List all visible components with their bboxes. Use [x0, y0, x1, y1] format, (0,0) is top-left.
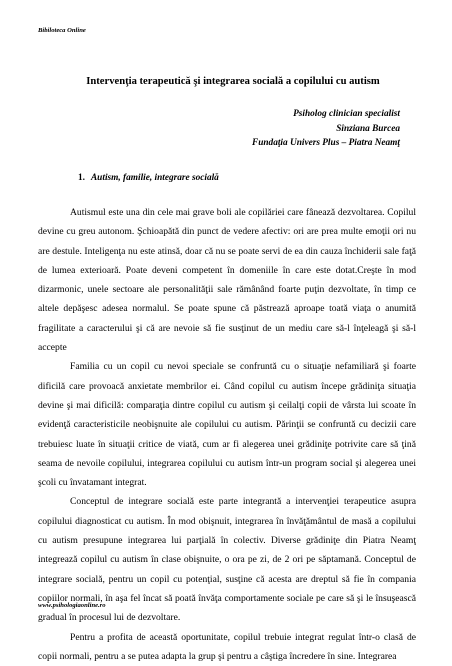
paragraph: Autismul este una din cele mai grave boli ale copilăriei care fânează dezvoltarea. Copilul devine cu greu autonom. Şchioapătă din punct de vedere afectiv: ori are prea multe emoţii ori nu are destule. Inteligenţa nu este atinsă, doar că nu se poate servi de ea din cauza închiderii sale faţă de lumea exterioară. Poate deveni competent în domeniile în care este dotat.Creşte în mod dizarmonic, unele sectoare ale personalităţii sale rămânând foarte puţin dezvoltate, în timp ce altele depăşesc adesea normalul. Se poate spune că păstrează aproape toată viaţa o anumită fragilitate a caracterului şi că are nevoie să fie susţinut de un mediu care să-l înţeleagă şi să-l accepte	[38, 207, 416, 354]
header-site-name: Bibiloteca Online	[38, 27, 86, 34]
body-text	[38, 203, 416, 666]
paragraph: Pentru a profita de această oportunitate, copilul trebuie integrat regulat într-o clasă de copii normali, pentru a se putea adapta la grup şi pentru a câştiga încredere în sine. Integrarea	[38, 631, 416, 662]
section-heading	[78, 173, 219, 183]
section-number: 1.	[78, 173, 85, 183]
author-block	[252, 107, 400, 151]
section-title: Autism, familie, integrare socială	[90, 173, 219, 183]
paragraph: Conceptul de integrare socială este parte integrantă a intervenţiei terapeutice asupra copilului diagnosticat cu autism. În mod obişnuit, integrarea în învăţământul de masă a copilului cu autism presupune integrarea lui parţială în colectiv. Diverse grădiniţe din Piatra Neamţ integrează copilul cu autism în clase obişnuite, o ora pe zi, de 2 ori pe săptamană. Conceptul de integrare socială, pentru un copil cu potenţial, susţine că acesta are dreptul să fie în compania copiilor normali, în aşa fel încat să poată învăţa comportamente sociale pe care să şi le însuşească gradual în procesul lui de dezvoltare.	[38, 496, 416, 624]
footer-url: www.psihologiaonline.ro	[38, 602, 106, 609]
document-title: Intervenţia terapeutică şi integrarea socială a copilului cu autism	[86, 76, 380, 87]
author-role: Psiholog clinician specialist	[293, 109, 400, 119]
author-organization: Fundaţia Univers Plus – Piatra Neamţ	[252, 138, 400, 148]
paragraph: Familia cu un copil cu nevoi speciale se confruntă cu o situaţie nefamiliară şi foarte dificilă care provoacă anxietate membrilor ei. Când copilul cu autism începe grădiniţa situaţia devine şi mai dificilă: comparaţia dintre copilul cu autism şi ceilalţi copii de vârsta lui scoate în evidenţă caracteristicile neobişnuite ale copilului cu autism. Părinţii se confruntă cu decizii care trebuiesc luate în situaţii critice de viată, cum ar fi alegerea unei grădiniţe potrivite care să ţină seama de nevoile copilului, integrarea copilului cu autism într-un program social şi alegerea unei şcoli cu învatamant integrat.	[38, 361, 416, 489]
author-name: Sînziana Burcea	[336, 123, 400, 134]
